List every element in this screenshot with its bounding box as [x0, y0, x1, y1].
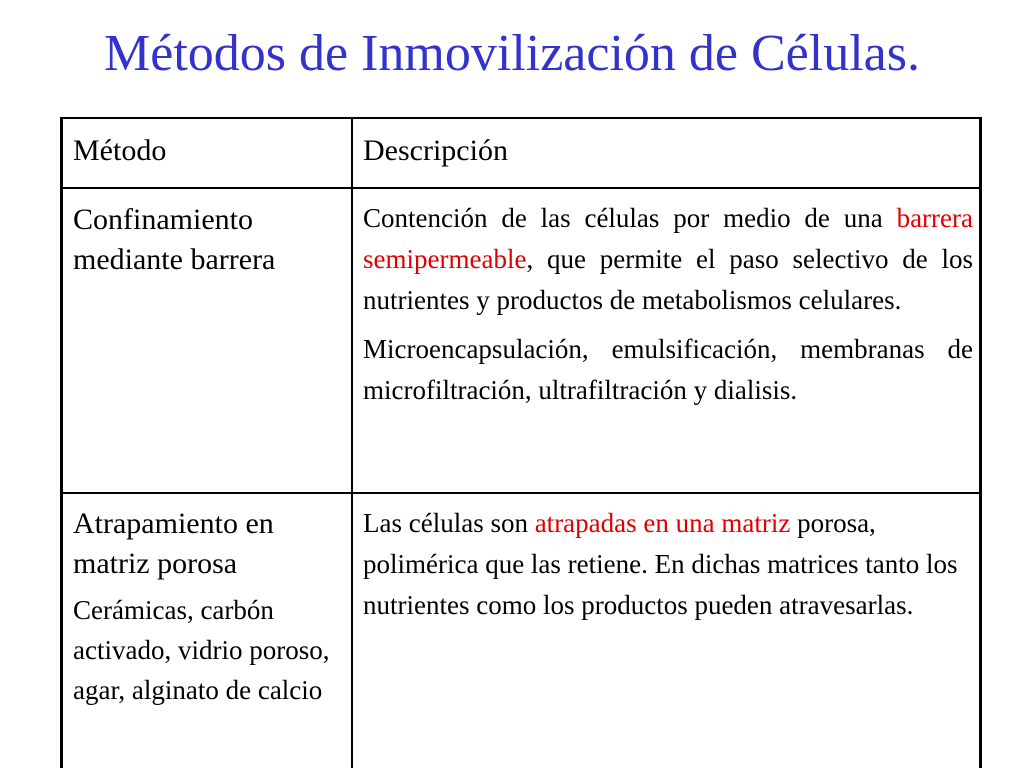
method-confinement: Confinamiento mediante barrera: [73, 203, 276, 276]
method-entrapment-examples: Cerámicas, carbón activado, vidrio poroso, agar, alginato de calcio: [73, 595, 330, 705]
method-entrapment-name: Atrapamiento en matriz porosa: [73, 507, 274, 580]
header-method: Método: [73, 134, 167, 167]
method-entrapment: [73, 504, 345, 710]
description-examples: Microencapsulación, emulsificación, membranas de microfiltración, ultrafiltración y dialisis.: [363, 334, 973, 405]
highlighted-term: atrapadas en una matriz: [534, 508, 791, 538]
slide-title: Métodos de Inmovilización de Células.: [104, 25, 920, 82]
column-divider: [351, 119, 353, 768]
description-text: Las células son: [363, 508, 535, 538]
description-text: Contención de las células por medio de una: [363, 203, 897, 233]
description-paragraph: [363, 198, 973, 321]
description-entrapment: [363, 503, 973, 626]
description-confinement: [363, 198, 973, 411]
description-text: porosa, polimérica que las retiene. En dichas matrices tanto los nutrientes como los productos pueden atravesarlas.: [363, 508, 958, 620]
header-row-divider: [63, 187, 979, 189]
immobilization-methods-table: [60, 117, 982, 768]
description-paragraph: [363, 503, 973, 626]
description-text: , que permite el paso selectivo de los nutrientes y productos de metabolismos celulares.: [363, 244, 973, 315]
highlighted-term: barrera semipermeable: [363, 203, 973, 274]
header-description: Descripción: [363, 134, 508, 167]
row-divider: [63, 492, 979, 494]
